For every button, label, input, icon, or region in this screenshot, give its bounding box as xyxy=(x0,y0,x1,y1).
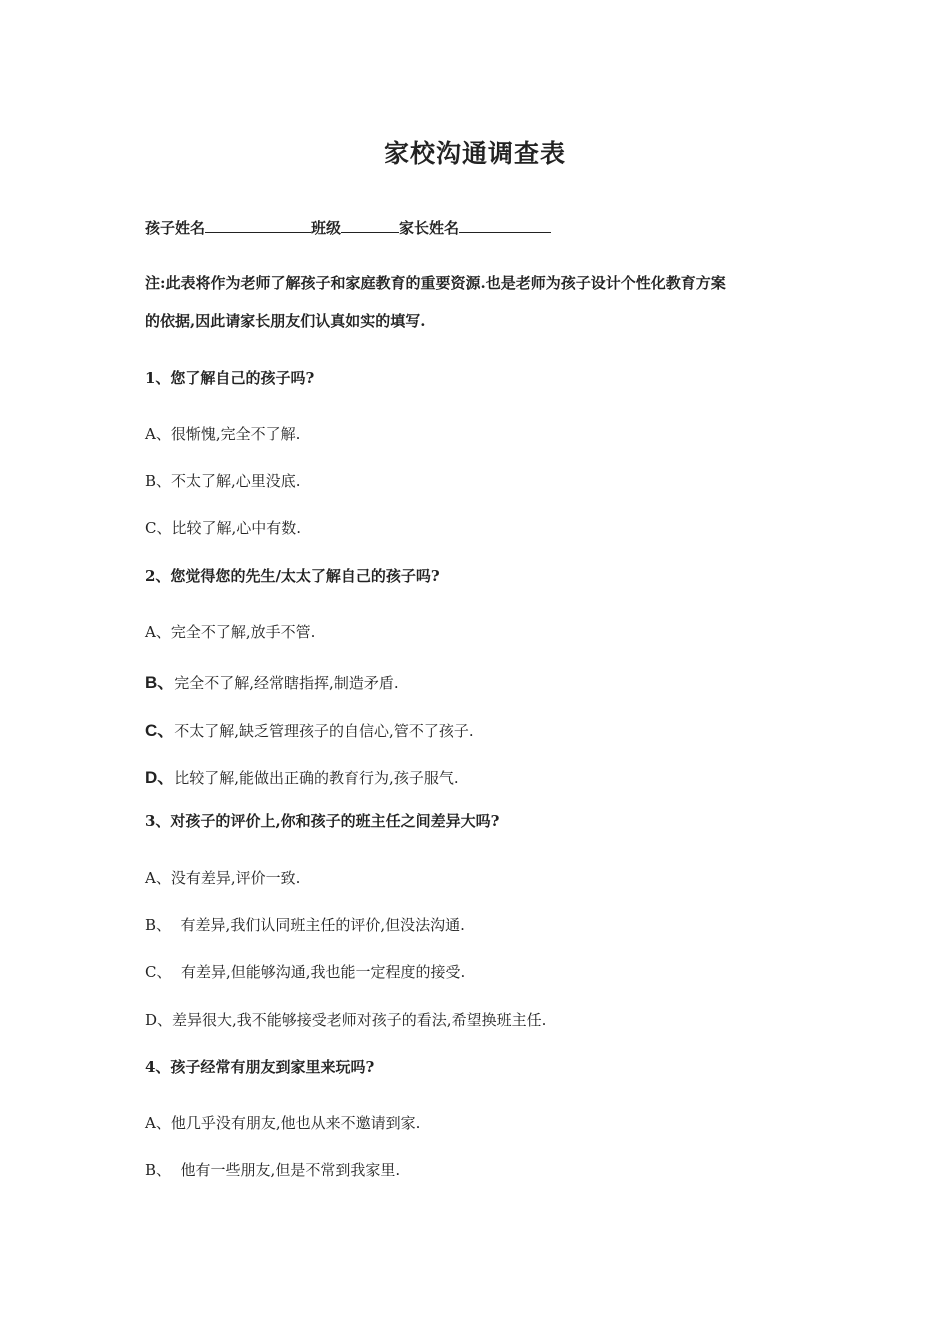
document-title: 家校沟通调查表 xyxy=(383,139,566,168)
q1-option-c: C、比较了解,心中有数. xyxy=(145,519,302,537)
q3-option-c: C、 有差异,但能够沟通,我也能一定程度的接受. xyxy=(145,963,466,981)
q1-option-a: A、很惭愧,完全不了解. xyxy=(145,425,301,443)
q1-option-b: B、不太了解,心里没底. xyxy=(145,472,301,490)
q2-option-c-letter: C、 xyxy=(145,721,175,740)
q2-option-c xyxy=(145,716,474,741)
q2-option-d-text: 比较了解,能做出正确的教育行为,孩子服气. xyxy=(174,769,459,787)
info-fields-row xyxy=(145,216,551,238)
child-name-label: 孩子姓名 xyxy=(145,219,206,237)
q3-option-d: D、差异很大,我不能够接受老师对孩子的看法,希望换班主任. xyxy=(145,1011,547,1029)
question-1: 1、您了解自己的孩子吗? xyxy=(145,369,315,387)
q2-option-b xyxy=(145,668,399,693)
q2-option-d-letter: D、 xyxy=(145,768,175,787)
q4-option-a: A、他几乎没有朋友,他也从来不邀请到家. xyxy=(145,1114,421,1132)
class-label: 班级 xyxy=(311,219,342,237)
q2-option-b-text: 完全不了解,经常瞎指挥,制造矛盾. xyxy=(174,674,399,692)
class-blank[interactable] xyxy=(341,216,399,233)
q3-option-a: A、没有差异,评价一致. xyxy=(145,869,301,887)
q2-option-c-text: 不太了解,缺乏管理孩子的自信心,管不了孩子. xyxy=(174,722,474,740)
q2-option-a: A、完全不了解,放手不管. xyxy=(145,623,316,641)
q3-option-b: B、 有差异,我们认同班主任的评价,但没法沟通. xyxy=(145,916,465,934)
q2-option-b-letter: B、 xyxy=(145,673,175,692)
parent-name-label: 家长姓名 xyxy=(399,219,460,237)
child-name-blank[interactable] xyxy=(205,216,311,233)
note-line-1: 注:此表将作为老师了解孩子和家庭教育的重要资源.也是老师为孩子设计个性化教育方案 xyxy=(145,274,726,292)
note-line-2: 的依据,因此请家长朋友们认真如实的填写. xyxy=(145,312,426,330)
q2-option-d xyxy=(145,763,459,788)
question-4: 4、孩子经常有朋友到家里来玩吗? xyxy=(145,1058,375,1076)
question-3: 3、对孩子的评价上,你和孩子的班主任之间差异大吗? xyxy=(145,812,500,830)
parent-name-blank[interactable] xyxy=(459,216,551,233)
question-2: 2、您觉得您的先生/太太了解自己的孩子吗? xyxy=(145,567,440,585)
q4-option-b: B、 他有一些朋友,但是不常到我家里. xyxy=(145,1161,401,1179)
